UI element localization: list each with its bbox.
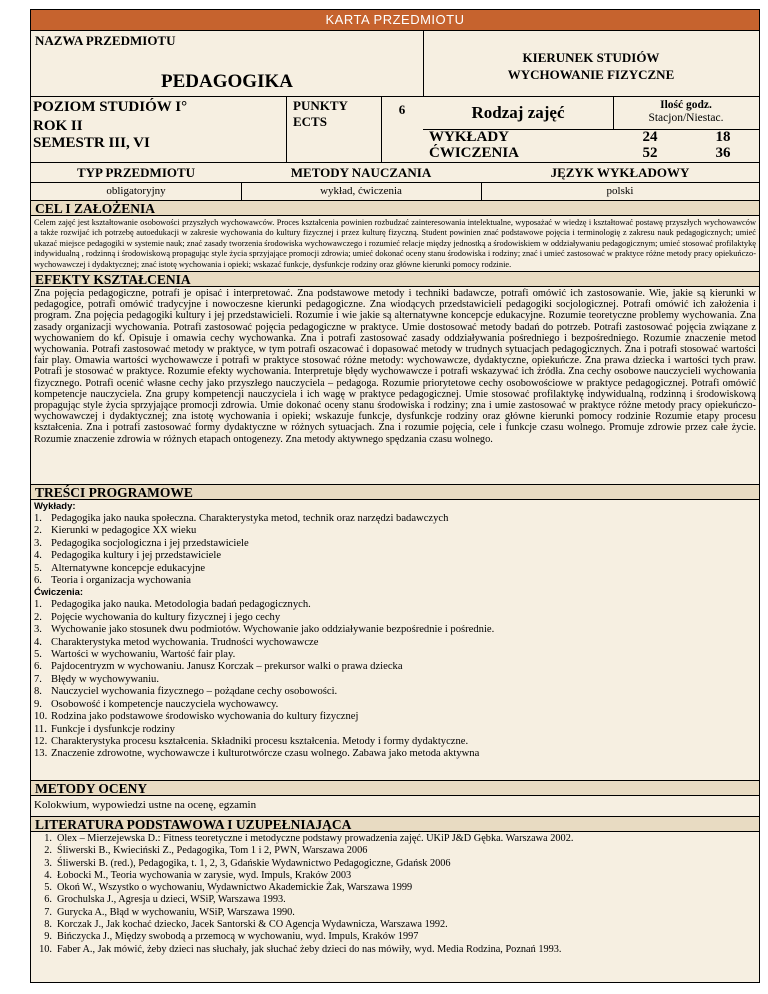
list-item	[34, 748, 756, 760]
content-body	[34, 501, 756, 761]
list-item	[34, 686, 756, 698]
ects-value: 6	[398, 102, 406, 117]
study-year: ROK II	[33, 118, 83, 134]
list-item-text: Pedagogika jako nauka społeczna. Charakterystyka metod, technik oraz narzędzi badawczych	[51, 513, 449, 524]
list-item-number: 8.	[34, 686, 42, 698]
list-item-text: Gurycka A., Błąd w wychowaniu, WSiP, Warszawa 1990.	[57, 906, 295, 918]
exercises-list	[34, 599, 756, 760]
effects-text: Zna pojęcia pedagogiczne, potrafi je opisać i interpretować. Zna podstawowe metody i techniki badawcze, potrafi omówić ich zastosowanie. Wie, jakie są kierunki w pedagogice, potrafi omówić tradycyjne i nowoczesne kierunki pedagogiczne. Zna wiodących przedstawicieli pedagogiki socjologicznej. Potrafi omówić ich założenia i program. Zna pojęcia pedagogiki kultury i jej przedstawicieli. Rozumie i wie jakie są alternatywne koncepcje edukacyjne. Rozumie teoretyczne problemy wychowania. Zna zasady organizacji wychowania. Potrafi zastosować pojęcia pedagogiczne w praktyce. Umie dostosować metody badań do potrzeb. Potrafi zastosować pojęcia związane z wychowaniem do kf. Opisuje i omawia cechy wychowanka. Zna i potrafi zastosować zasady oddziaływania pośredniego i bezpośredniego. Rozumie znaczenie metod wychowania. Potrafi zastosować metody w praktyce, w tym potrafi oszacować i dopasować metody w trudnych sytuacjach pedagogicznych. Zna i potrafi stosować wartości fair play. Omawia wartości wychowawcze i potrafi w praktyce stosować różne metody: wychowawcze, dydaktyczne, opiekuńcze. Zna prawa dziecka i wartości tych praw. Potrafi je stosować w praktyce. Rozumie efekty wychowania. Interpretuje błędy wychowawcze i potrafi wskazywać ich źródła. Zna cechy osobowe nauczycieli wychowania fizycznego. Potrafi ocenić własne cechy jako przyszłego nauczyciela – pedagoga. Rozumie priorytetowe cechy osobowościowe w praktyce pedagogicznej. Potrafi omówić kompetencje nauczyciela. Zna grupy kompetencji nauczyciela i ich wagę w praktyce pedagogicznej. Umie stosować profilaktykę indywidualną, rodzinną i środowiskową propagując style życia sprzyjające promocji zdrowia. Umie dokonać oceny stanu środowiska i rodziny; zna i umie zastosować w praktyce różne metody pracy opiekuńczo-wychowawczej i dydaktycznej; zna istotę wychowania i opieki; wskazuje funkcje, dysfunkcje rodziny oraz główne kierunki pomocy rodzinie Rozumie etapy procesu kształcenia. Zna i potrafi zastosować formy dydaktyczne w różnych sytuacjach. Zna i rozumie pojęcia, cele i funkcje czasu wolnego. Promuje zdrowie przez całe życie. Rozumie znaczenie zdrowia w różnych etapach ontogenezy. Zna metody aktywnego spędzania czasu wolnego.	[34, 288, 756, 445]
list-item-number: 2.	[34, 611, 42, 623]
list-item	[34, 525, 756, 537]
list-item-number: 1.	[34, 513, 42, 524]
list-item-number: 11.	[34, 723, 47, 735]
teaching-methods-label: METODY NAUCZANIA	[290, 165, 432, 180]
list-item	[31, 907, 756, 919]
list-item-text: Pedagogika jako nauka. Metodologia badań pedagogicznych.	[51, 599, 311, 611]
list-item-number: 6.	[34, 575, 42, 587]
list-item-text: Faber A., Jak mówić, żeby dzieci nas słuchały, jak słuchać żeby dzieci do nas mówiły, wyd. Media Rodzina, Poznań 1993.	[57, 943, 562, 955]
list-item	[34, 699, 756, 711]
list-item-text: Pajdocentryzm w wychowaniu. Janusz Korczak – prekursor walki o prawa dziecka	[51, 661, 403, 673]
exercises-hours-full: 52	[642, 145, 658, 161]
list-item-text: Osobowość i kompetencje nauczyciela wychowawcy.	[51, 698, 279, 710]
direction-value: WYCHOWANIE FIZYCZNE	[507, 67, 675, 82]
list-item-number: 1.	[34, 599, 42, 611]
list-item-text: Okoń W., Wszystko o wychowaniu, Wydawnictwo Akademickie Żak, Warszawa 1999	[57, 882, 413, 894]
assessment-heading: METODY OCENY	[31, 780, 759, 796]
subject-name: PEDAGOGIKA	[161, 71, 293, 92]
list-item	[31, 944, 756, 956]
list-item-text: Znaczenie zdrowotne, wychowawcze i kulturotwórcze czasu wolnego. Zabawa jako metoda aktywna	[51, 748, 480, 760]
divider	[31, 182, 759, 183]
list-item	[34, 661, 756, 673]
list-item-number: 3.	[34, 624, 42, 636]
list-item	[31, 845, 756, 857]
class-type-label: Rodzaj zajęć	[471, 103, 565, 122]
list-item-text: Śliwerski B., Kwieciński Z., Pedagogika, Tom 1 i 2, PWN, Warszawa 2006	[57, 845, 368, 857]
list-item-text: Alternatywne koncepcje edukacyjne	[51, 562, 206, 574]
list-item-text: Pojęcie wychowania do kultury fizycznej i jego cechy	[51, 611, 281, 623]
list-item-number: 5.	[34, 562, 42, 574]
list-item-number: 10.	[34, 711, 48, 723]
list-item-number: 5.	[34, 649, 42, 661]
list-item	[34, 711, 756, 723]
list-item	[31, 919, 756, 931]
list-item	[34, 513, 756, 525]
list-item-text: Wychowanie jako stosunek dwu podmiotów. Wychowanie jako oddziaływanie bezpośrednie i pośrednie.	[51, 624, 495, 636]
exercises-hours-part: 36	[715, 145, 731, 161]
goals-heading: CEL I ZAŁOŻENIA	[31, 200, 759, 216]
list-item	[34, 724, 756, 736]
list-item	[31, 858, 756, 870]
list-item	[34, 637, 756, 649]
list-item-number: 6.	[44, 894, 52, 906]
list-item-number: 13.	[34, 748, 48, 760]
list-item-text: Łobocki M., Teoria wychowania w zarysie, wyd. Impuls, Kraków 2003	[57, 869, 352, 881]
study-semester: SEMESTR III, VI	[33, 135, 150, 151]
lectures-list-label: Wykłady:	[34, 501, 76, 512]
list-item-number: 9.	[44, 931, 52, 943]
list-item-text: Kierunki w pedagogice XX wieku	[51, 525, 197, 537]
list-item-text: Śliwerski B. (red.), Pedagogika, t. 1, 2, 3, Gdańskie Wydawnictwo Pedagogiczne, Gdańsk 2006	[57, 857, 451, 869]
list-item	[34, 649, 756, 661]
list-item-text: Korczak J., Jak kochać dziecko, Jacek Santorski & CO Agencja Wydawnicza, Warszawa 1992.	[57, 919, 448, 931]
list-item-text: Nauczyciel wychowania fizycznego – pożądane cechy osobowości.	[51, 686, 338, 698]
lectures-hours-part: 18	[715, 129, 731, 145]
course-type-value: obligatoryjny	[106, 185, 166, 197]
hours-subtitle: Stacjon/Niestac.	[648, 112, 724, 124]
list-item-text: Charakterystyka metod wychowania. Trudności wychowawcze	[51, 636, 319, 648]
list-item-number: 9.	[34, 698, 42, 710]
list-item-number: 8.	[44, 919, 52, 931]
list-item-number: 4.	[44, 869, 52, 881]
lectures-label: WYKŁADY	[429, 129, 510, 145]
list-item-number: 1.	[44, 833, 52, 844]
direction-label: KIERUNEK STUDIÓW	[522, 50, 660, 65]
language-value: polski	[606, 185, 634, 197]
exercises-list-label: Ćwiczenia:	[34, 587, 84, 599]
literature-list	[31, 833, 756, 956]
list-item-number: 4.	[34, 636, 42, 648]
list-item-text: Błędy w wychowywaniu.	[51, 673, 159, 685]
list-item	[34, 550, 756, 562]
course-card	[30, 9, 760, 983]
list-item-text: Pedagogika socjologiczna i jej przedstawiciele	[51, 537, 249, 549]
list-item	[31, 833, 756, 845]
list-item	[31, 931, 756, 943]
list-item-number: 7.	[34, 673, 42, 685]
list-item-number: 10.	[39, 943, 52, 955]
assessment-text: Kolokwium, wypowiedzi ustne na ocenę, egzamin	[34, 799, 257, 811]
list-item-text: Pedagogika kultury i jej przedstawiciele	[51, 550, 222, 562]
list-item-text: Bińczycka J., Między swobodą a przemocą w wychowaniu, wyd. Impuls, Kraków 1997	[57, 931, 419, 943]
effects-heading: EFEKTY KSZTAŁCENIA	[31, 271, 759, 287]
subject-label: NAZWA PRZEDMIOTU	[35, 33, 176, 48]
content-heading: TREŚCI PROGRAMOWE	[31, 484, 759, 500]
divider	[31, 162, 759, 163]
list-item-text: Teoria i organizacja wychowania	[51, 575, 191, 587]
goals-text: Celem zajęć jest kształtowanie osobowości przyszłych wychowawców. Proces kształcenia powinien rozbudzać zainteresowania intelektualne, wyposażać w wiedzę i kształtować postawę przyszłych wychowawców a także rozwijać ich potrzebę autoedukacji w zakresie wychowania do kultury fizycznej i przez kulturę fizyczną. Student powinien znać podstawowe pojęcia i terminologię z zakresu nauk pedagogicznych; umieć ukazać miejsce pedagogiki w systemie nauk; znać zasady tworzenia środowiska wychowawczego i rozumieć relacje między jednostką a środowiskiem w oddziaływaniu pedagogicznym; umieć stosować profilaktykę indywidualną , rodzinną i środowiskową propagując style życia sprzyjające promocji zdrowia; umieć dokonać oceny stanu środowiska i rodziny; znać i umieć zastosować w praktyce różne metody pracy opiekuńczo-wychowawczej i dydaktycznej; znać istotę wychowania i opieki; wskazać funkcje, dysfunkcje rodziny oraz główne kierunki pomocy rodzinie.	[34, 218, 756, 269]
list-item-number: 3.	[44, 857, 52, 869]
divider	[286, 96, 287, 162]
list-item	[34, 624, 756, 636]
course-type-label: TYP PRZEDMIOTU	[76, 165, 196, 180]
list-item-text: Grochulska J., Agresja u dzieci, WSiP, Warszawa 1993.	[57, 894, 286, 906]
list-item-number: 12.	[34, 735, 48, 747]
list-item	[34, 612, 756, 624]
list-item	[34, 563, 756, 575]
ects-label: PUNKTY	[293, 98, 348, 113]
list-item-text: Funkcje i dysfunkcje rodziny	[51, 723, 175, 735]
divider	[31, 96, 759, 97]
list-item	[31, 870, 756, 882]
lectures-list	[34, 513, 756, 587]
literature-heading: LITERATURA PODSTAWOWA I UZUPEŁNIAJĄCA	[31, 816, 759, 832]
list-item-number: 6.	[34, 661, 42, 673]
list-item-number: 2.	[44, 845, 52, 857]
list-item-number: 4.	[34, 550, 42, 562]
list-item	[34, 575, 756, 587]
list-item-text: Charakterystyka procesu kształcenia. Składniki procesu kształcenia. Metody i formy dydaktyczne.	[51, 735, 469, 747]
study-level: POZIOM STUDIÓW I°	[33, 99, 188, 115]
list-item	[34, 674, 756, 686]
list-item	[34, 599, 756, 611]
list-item-text: Rodzina jako podstawowe środowisko wychowania do kultury fizycznej	[51, 711, 359, 723]
hours-label: Ilość godz.	[660, 99, 712, 111]
ects-label-2: ECTS	[293, 114, 327, 129]
exercises-label: ĆWICZENIA	[429, 145, 520, 161]
list-item-number: 3.	[34, 537, 42, 549]
divider	[31, 30, 759, 31]
list-item	[31, 894, 756, 906]
list-item	[34, 736, 756, 748]
list-item	[31, 882, 756, 894]
list-item-text: Wartości w wychowaniu, Wartość fair play.	[51, 649, 236, 661]
list-item-number: 2.	[34, 525, 42, 537]
teaching-methods-value: wykład, ćwiczenia	[320, 185, 402, 197]
language-label: JĘZYK WYKŁADOWY	[550, 165, 690, 180]
list-item-text: Olex – Mierzejewska D.: Fitness teoretyczne i metodyczne podstawy prowadzenia zajęć. UKiP J&D Gębka. Warszawa 2002.	[57, 833, 574, 844]
list-item	[34, 538, 756, 550]
list-item-number: 5.	[44, 882, 52, 894]
list-item-number: 7.	[44, 906, 52, 918]
card-banner: KARTA PRZEDMIOTU	[31, 10, 759, 30]
lectures-hours-full: 24	[642, 129, 658, 145]
